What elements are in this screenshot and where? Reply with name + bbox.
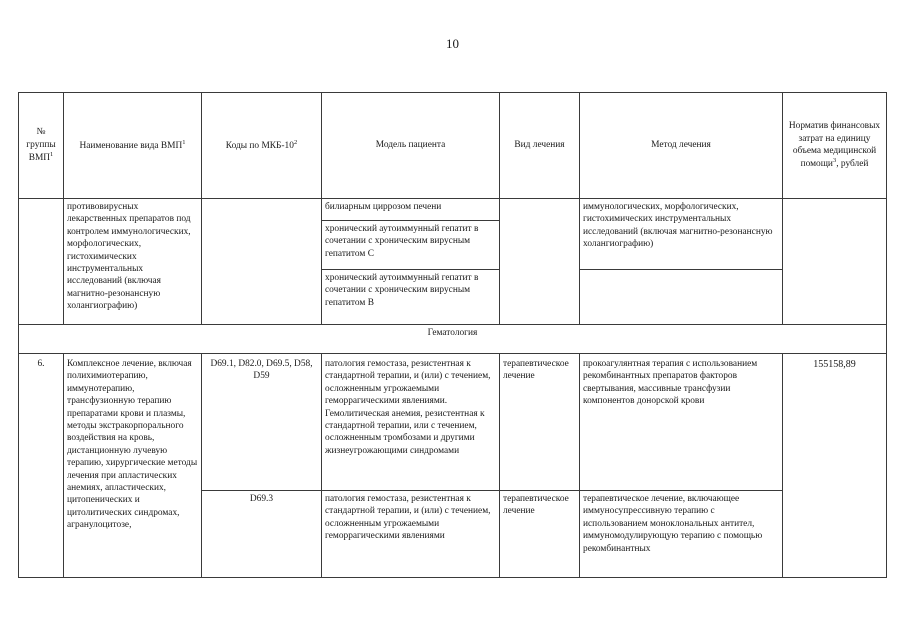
header-norm: Норматив финансовых затрат на единицу объема медицинской помощи$^3$, рублей	[783, 93, 887, 199]
group-type-2: терапевтическое лечение	[500, 491, 580, 578]
cont-norm	[783, 199, 887, 325]
group-method-1: прокоагулянтная терапия с использованием рекомбинантных препаратов факторов свертывания, массивные трансфузии компонентов донорской крови	[580, 354, 783, 491]
section-title: Гематология	[19, 325, 887, 354]
cont-treatment-type	[500, 199, 580, 325]
group-type-1: терапевтическое лечение	[500, 354, 580, 491]
group-method-2: терапевтическое лечение, включающее иммуносупрессивную терапию с использованием моноклональных антител, иммуномодулирующую терапию с помощью рекомбинантных	[580, 491, 783, 578]
page-number: 10	[446, 36, 459, 51]
header-treatment-method: Метод лечения	[580, 93, 783, 199]
table-row	[19, 354, 887, 491]
group-norm: 155158,89	[783, 354, 887, 578]
vmp-table	[18, 92, 887, 578]
table-header-row	[19, 93, 887, 199]
group-model-2: патология гемостаза, резистентная к стандартной терапии, и (или) с течением, осложненным угрожаемыми геморрагическими явлениями	[322, 491, 500, 578]
table-row	[19, 199, 887, 221]
cont-method: иммунологических, морфологических, гистохимических инструментальных исследований (включая магнитно-резонансную холангиографию)	[580, 199, 783, 270]
cont-mkb-codes	[202, 199, 322, 325]
group-model-1: патология гемостаза, резистентная к стандартной терапии, и (или) с течением, осложненным угрожаемыми геморрагическими явлениями. Гемолитическая анемия, резистентная к стандартной терапии, или с течением, осложненным тромбозами и другими жизнеугрожающими синдромами	[322, 354, 500, 491]
group-mkb-codes-1: D69.1, D82.0, D69.5, D58, D59	[202, 354, 322, 491]
header-vmp-name: Наименование вида ВМП$^1$	[64, 93, 202, 199]
cont-model-2: хронический аутоиммунный гепатит в сочетании с хроническим вирусным гепатитом C	[322, 221, 500, 270]
cont-model-1: билиарным циррозом печени	[322, 199, 500, 221]
group-mkb-codes-2: D69.3	[202, 491, 322, 578]
cont-model-3: хронический аутоиммунный гепатит в сочетании с хроническим вирусным гепатитом B	[322, 270, 500, 325]
section-row	[19, 325, 887, 354]
header-group-no: № группы ВМП$^1$	[19, 93, 64, 199]
cont-group-no	[19, 199, 64, 325]
cont-vmp-name: противовирусных лекарственных препаратов под контролем иммунологических, морфологических, гистохимических инструментальных исследований (включая магнитно-резонансную холангиографию)	[64, 199, 202, 325]
header-mkb-codes: Коды по МКБ-$10^2$	[202, 93, 322, 199]
header-treatment-type: Вид лечения	[500, 93, 580, 199]
header-patient-model: Модель пациента	[322, 93, 500, 199]
group-vmp-name: Комплексное лечение, включая полихимиотерапию, иммунотерапию, трансфузионную терапию препаратами крови и плазмы, методы экстракорпорального воздействия на кровь, дистанционную лучевую терапию, хирургические методы лечения при апластических анемиях, апластических, цитопенических и цитолитических синдромах, агранулоцитозе,	[64, 354, 202, 578]
cont-method-empty	[580, 270, 783, 325]
group-number: 6.	[19, 354, 64, 578]
